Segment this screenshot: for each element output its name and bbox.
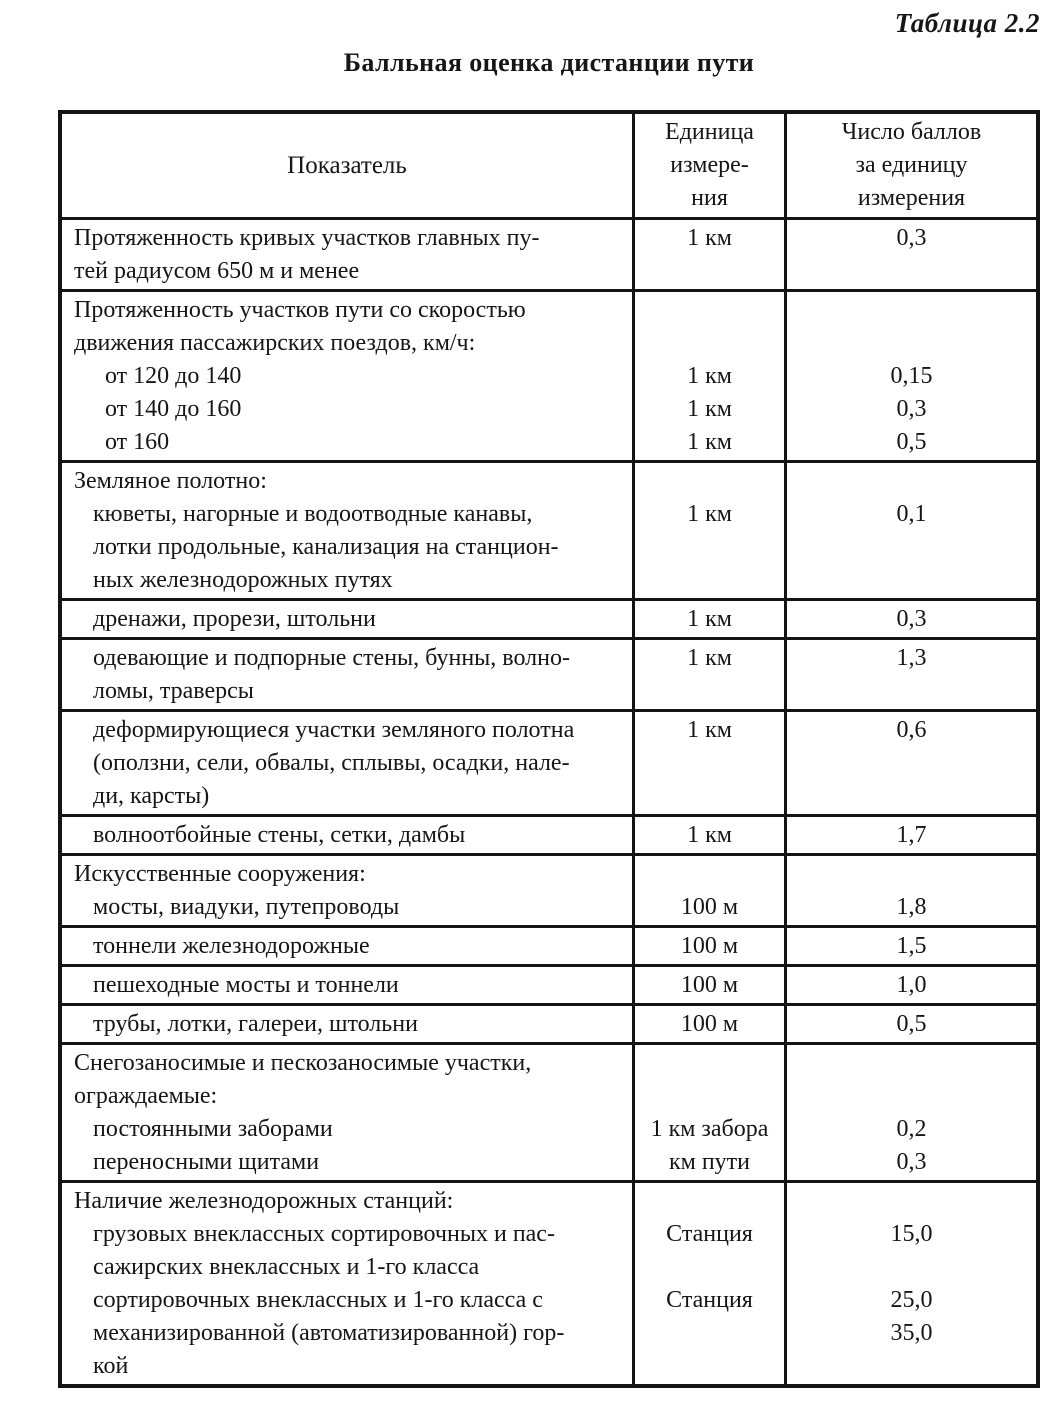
table-row [62,709,1036,814]
indicator-cell [62,601,632,637]
unit-cell [632,967,784,1003]
indicator-line: Искусственные сооружения: [74,861,366,887]
points-line [787,780,1036,813]
unit-line [635,1350,784,1383]
points-line: 1,0 [896,972,927,998]
unit-cell [632,856,784,925]
header-unit-of-measure [632,114,784,217]
unit-line [635,858,784,891]
points-line [787,294,1036,327]
points-line [787,327,1036,360]
points-line [787,747,1036,780]
points-line [787,1185,1036,1218]
indicator-line: постоянными заборами [93,1116,333,1142]
header-unit-line: Единица [665,119,754,145]
unit-line: 1 км [687,822,732,848]
points-line: 0,3 [896,225,927,251]
unit-line [635,531,784,564]
unit-line: Станция [666,1287,753,1313]
indicator-line: дренажи, прорези, штольни [93,606,376,632]
header-points-line: измерения [857,185,966,211]
points-cell [784,1183,1036,1384]
indicator-cell [62,463,632,598]
points-cell [784,817,1036,853]
indicator-cell [62,967,632,1003]
unit-line [635,780,784,813]
points-cell [784,712,1036,814]
indicator-line: кюветы, нагорные и водоотводные канавы, [93,501,533,527]
indicator-cell [62,928,632,964]
indicator-line: Снегозаносимые и пескозаносимые участки, [74,1050,532,1076]
header-indicator: Показатель [287,152,407,179]
points-line: 1,5 [896,933,927,959]
indicator-cell [62,220,632,289]
indicator-line: сортировочных внеклассных и 1-го класса с [93,1287,543,1313]
points-line [787,531,1036,564]
unit-line: км пути [668,1149,751,1175]
indicator-cell [62,1006,632,1042]
points-line [787,1080,1036,1113]
unit-line: 1 км [687,606,732,632]
points-line: 0,3 [896,1149,927,1175]
indicator-line: сажирских внеклассных и 1-го класса [93,1254,480,1280]
table-row [62,1042,1036,1180]
points-cell [784,292,1036,460]
unit-line: 1 км [687,645,732,671]
points-line [787,465,1036,498]
indicator-line: переносными щитами [93,1149,320,1175]
table-row [62,853,1036,925]
header-points-line: за единицу [855,152,968,178]
table-row [62,1180,1036,1384]
indicator-line: ограждаемые: [74,1083,218,1109]
unit-line [635,1317,784,1350]
points-line [787,1350,1036,1383]
points-line: 0,5 [896,429,927,455]
unit-cell [632,1183,784,1384]
table-row [62,289,1036,460]
points-cell [784,601,1036,637]
unit-cell [632,1006,784,1042]
unit-line [635,465,784,498]
header-unit-line: измере- [670,152,749,178]
points-line: 0,15 [890,363,933,389]
indicator-cell [62,292,632,460]
indicator-line: тоннели железнодорожные [93,933,370,959]
unit-line: Станция [666,1221,753,1247]
table-header-row [62,114,1036,217]
points-line: 1,8 [896,894,927,920]
points-cell [784,463,1036,598]
points-line: 35,0 [890,1320,933,1346]
points-line [787,564,1036,597]
indicator-line: от 140 до 160 [105,396,242,422]
indicator-line: механизированной (автоматизированной) гор- [93,1320,565,1346]
points-line: 0,5 [896,1011,927,1037]
points-line: 25,0 [890,1287,933,1313]
unit-line: 100 м [680,972,739,998]
indicator-line: грузовых внеклассных сортировочных и пас- [93,1221,555,1247]
unit-line: 1 км [687,717,732,743]
indicator-cell [62,817,632,853]
indicator-line: ди, карсты) [93,783,210,809]
unit-line [635,747,784,780]
indicator-line: кой [93,1353,129,1379]
indicator-cell [62,1183,632,1384]
unit-cell [632,601,784,637]
unit-line [635,1185,784,1218]
points-cell [784,856,1036,925]
unit-line: 1 км [687,363,732,389]
page-title: Балльная оценка дистанции пути [343,48,755,77]
table-row [62,1003,1036,1042]
unit-line [635,1251,784,1284]
indicator-line: Наличие железнодорожных станций: [74,1188,454,1214]
unit-line [635,564,784,597]
table-row [62,814,1036,853]
unit-line: 100 м [680,1011,739,1037]
indicator-line: от 120 до 140 [105,363,242,389]
document-page [58,0,1040,1388]
table-row [62,217,1036,289]
table-row [62,637,1036,709]
indicator-line: (оползни, сели, обвалы, сплывы, осадки, нале- [93,750,570,776]
unit-line [635,255,784,288]
unit-line [635,327,784,360]
scoring-table [58,110,1040,1388]
points-line [787,255,1036,288]
points-cell [784,220,1036,289]
indicator-line: лотки продольные, канализация на станцион- [93,534,559,560]
unit-cell [632,928,784,964]
unit-line: 1 км забора [650,1116,769,1142]
indicator-line: пешеходные мосты и тоннели [93,972,399,998]
indicator-line: от 160 [105,429,170,455]
indicator-line: мосты, виадуки, путепроводы [93,894,400,920]
table-body [62,217,1036,1384]
points-line: 0,1 [896,501,927,527]
points-cell [784,1045,1036,1180]
indicator-cell [62,640,632,709]
unit-cell [632,640,784,709]
points-line: 1,3 [896,645,927,671]
points-line: 0,3 [896,606,927,632]
header-points-per-unit [784,114,1036,217]
points-line: 0,6 [896,717,927,743]
unit-line: 1 км [687,396,732,422]
header-unit-line: ния [691,185,728,211]
unit-line [635,1047,784,1080]
unit-line: 1 км [687,501,732,527]
unit-cell [632,292,784,460]
indicator-line: движения пассажирских поездов, км/ч: [74,330,476,356]
points-line: 15,0 [890,1221,933,1247]
points-cell [784,1006,1036,1042]
points-line [787,675,1036,708]
indicator-line: ломы, траверсы [93,678,254,704]
table-row [62,598,1036,637]
points-cell [784,967,1036,1003]
unit-cell [632,1045,784,1180]
indicator-cell [62,1045,632,1180]
table-number: Таблица 2.2 [894,8,1040,38]
indicator-line: одевающие и подпорные стены, бунны, волно- [93,645,570,671]
unit-cell [632,712,784,814]
unit-line: 100 м [680,894,739,920]
indicator-line: трубы, лотки, галереи, штольни [93,1011,418,1037]
points-line: 1,7 [896,822,927,848]
table-row [62,460,1036,598]
indicator-line: тей радиусом 650 м и менее [74,258,360,284]
points-cell [784,928,1036,964]
unit-cell [632,463,784,598]
unit-cell [632,817,784,853]
indicator-cell [62,712,632,814]
indicator-line: деформирующиеся участки земляного полотна [93,717,575,743]
unit-line: 1 км [687,429,732,455]
unit-line [635,1080,784,1113]
table-row [62,964,1036,1003]
points-line [787,1251,1036,1284]
indicator-line: ных железнодорожных путях [93,567,393,593]
points-line: 0,3 [896,396,927,422]
points-line: 0,2 [896,1116,927,1142]
unit-cell [632,220,784,289]
unit-line: 1 км [687,225,732,251]
unit-line: 100 м [680,933,739,959]
header-points-line: Число баллов [841,119,982,145]
points-line [787,1047,1036,1080]
table-row [62,925,1036,964]
indicator-cell [62,856,632,925]
indicator-line: Протяженность кривых участков главных пу- [74,225,540,251]
unit-line [635,675,784,708]
points-cell [784,640,1036,709]
unit-line [635,294,784,327]
indicator-line: Протяженность участков пути со скоростью [74,297,526,323]
points-line [787,858,1036,891]
indicator-line: волноотбойные стены, сетки, дамбы [93,822,466,848]
indicator-line: Земляное полотно: [74,468,267,494]
